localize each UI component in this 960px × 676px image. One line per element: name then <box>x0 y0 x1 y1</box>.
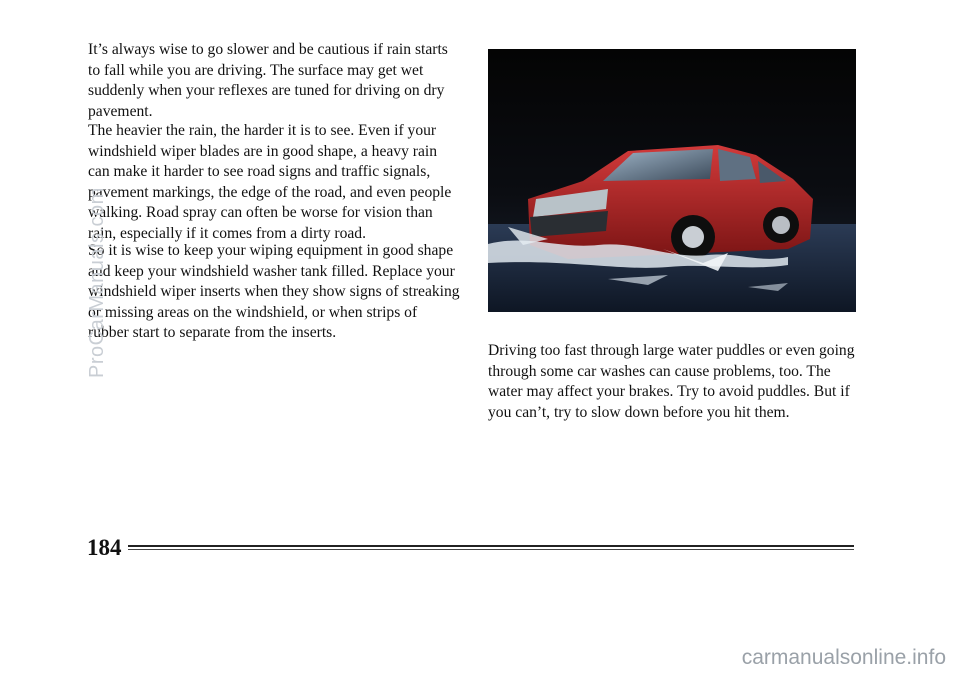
page-number: 184 <box>87 535 122 560</box>
paragraph-water-puddles: Driving too fast through large water puddles or even going through some car washes can cause problems, too. The water may affect your brakes. Try to avoid puddles. But if you can’t, try to slow down before you hit them. <box>488 342 855 421</box>
car-puddle-photo <box>488 49 856 312</box>
watermark-vertical: ProCarManuals.com <box>86 187 108 378</box>
paragraph-rain-caution: It’s always wise to go slower and be cautious if rain starts to fall while you are driving. The surface may get wet suddenly when your reflexes are tuned for driving on dry pavement. <box>88 41 448 120</box>
watermark-bottom: carmanualsonline.info <box>741 646 946 669</box>
paragraph-wiper-maintenance: So it is wise to keep your wiping equipment in good shape and keep your windshield washer tank filled. Replace your windshield wiper inserts when they show signs of streaking or missing areas on the windshield, or when strips of rubber start to separate from the inserts. <box>88 242 460 341</box>
paragraph-visibility: The heavier the rain, the harder it is to see. Even if your windshield wiper blades are in good shape, a heavy rain can make it harder to see road signs and traffic signals, pavement markings, the edge of the road, and even people walking. Road spray can often be worse for vision than rain, especially if it comes from a dirty road. <box>88 122 452 242</box>
footer-rule <box>128 545 854 550</box>
